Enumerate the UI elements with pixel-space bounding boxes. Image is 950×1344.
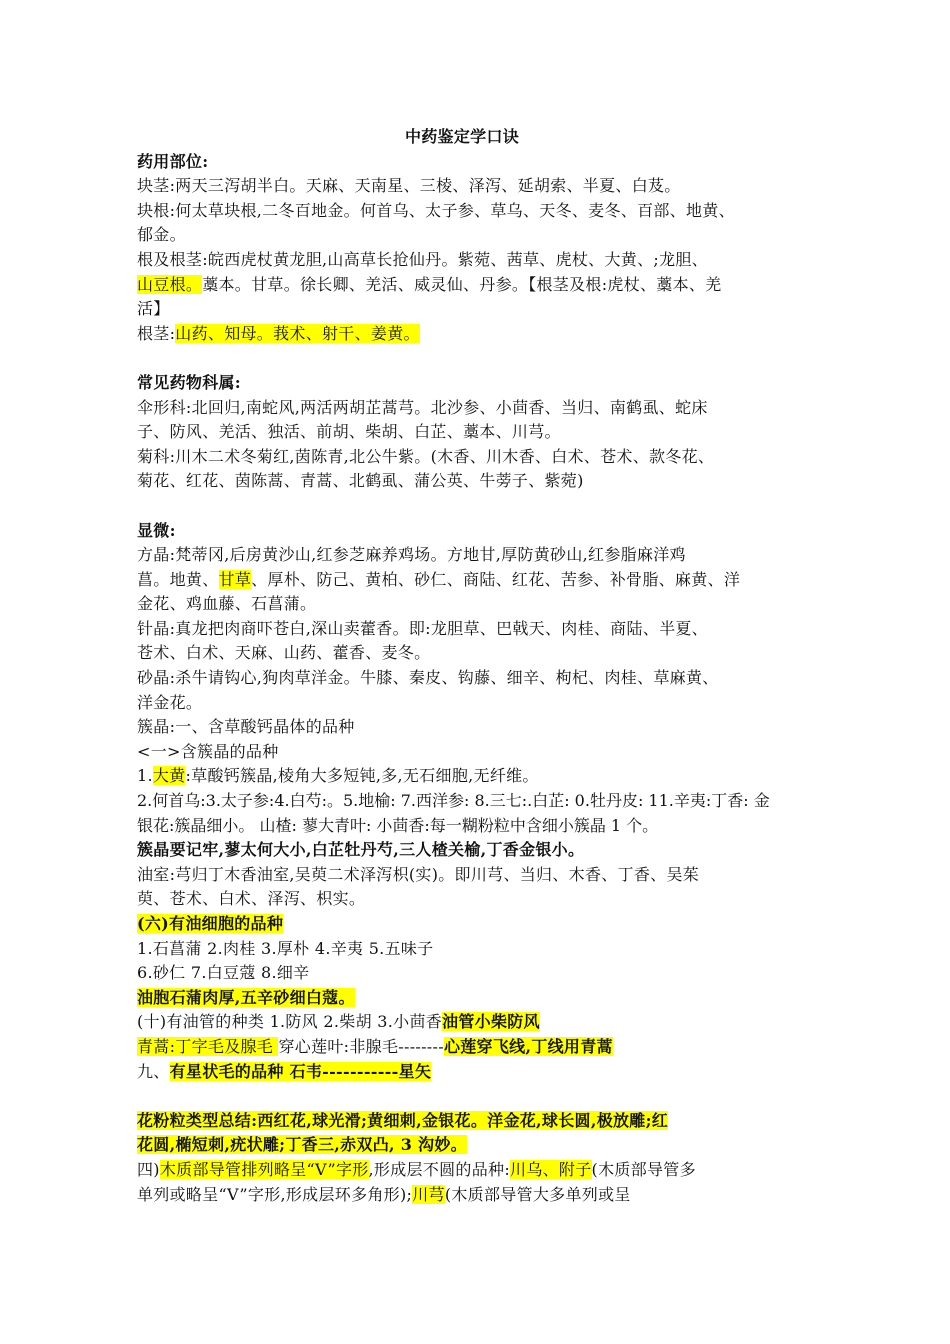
text-line: 苍术、白术、天麻、山药、藿香、麦冬。 [137, 643, 431, 663]
text-line: 银花:簇晶细小。 山楂: 蓼大青叶: 小茴香:每一糊粉粒中含细小簇晶 1 个。 [137, 815, 659, 835]
text-line: 洋金花。 [137, 692, 203, 712]
highlight: 青蒿:丁字毛及腺毛 [137, 1036, 279, 1056]
highlight: 山豆根。 [137, 274, 203, 294]
text-line: 6.砂仁 7.白豆蔻 8.细辛 [137, 963, 310, 983]
spacer [137, 1084, 787, 1109]
text-span: (木质部导管多 [591, 1159, 696, 1179]
text-line: 菊花、红花、茵陈蒿、青蒿、北鹤虱、蒲公英、牛蒡子、紫菀) [137, 471, 584, 491]
highlight: 山药、知母。莪术、射干、姜黄。 [175, 323, 420, 343]
text-span: :草酸钙簇晶,棱角大多短钝,多,无石细胞,无纤维。 [185, 766, 539, 786]
text-span: 、厚朴、防己、黄柏、砂仁、商陆、红花、苦参、补骨脂、麻黄、洋 [251, 569, 741, 589]
highlight: 甘草 [218, 569, 252, 589]
text-line: 方晶:梵蒂冈,后房黄沙山,红参芝麻养鸡场。方地甘,厚防黄砂山,红参脂麻洋鸡 [137, 545, 686, 565]
highlight: 油胞石蒲肉厚,五辛砂细白蔻。 [137, 987, 355, 1007]
highlight: 有星状毛的品种 石韦-----------星矢 [169, 1061, 432, 1081]
text-line [137, 1133, 787, 1158]
text-line: <一>含簇晶的品种 [137, 741, 279, 761]
document-page [137, 125, 787, 1207]
text-line: 砂晶:杀牛请钩心,狗肉草洋金。牛膝、秦皮、钩藤、细辛、枸杞、肉桂、草麻黄、 [137, 668, 719, 688]
text-span: (十)有油管的种类 1.防风 2.柴胡 3.小茴香 [137, 1012, 443, 1032]
document-title: 中药鉴定学口诀 [404, 127, 520, 146]
spacer [137, 494, 787, 519]
text-span: 穿心莲叶:非腺毛-------- [278, 1036, 444, 1056]
text-line [137, 1158, 787, 1183]
section-heading-microscopy: 显微: [137, 520, 176, 540]
text-line: 菊科:川木二术冬菊红,茵陈青,北公牛紫。(木香、川木香、白术、苍术、款冬花、 [137, 446, 715, 466]
text-span: 单列或略呈“V”字形,形成层环多角形); [137, 1184, 413, 1204]
text-line [137, 1109, 787, 1134]
text-line [137, 322, 787, 347]
text-span: 根茎: [137, 323, 176, 343]
mnemonic-line: 簇晶要记牢,蓼太何大小,白芷牡丹芍,三人楂关榆,丁香金银小。 [137, 840, 585, 860]
highlight: (六)有油细胞的品种 [137, 914, 284, 933]
text-line: 萸、苍术、白术、泽泻、枳实。 [137, 889, 366, 909]
text-line: 块茎:两天三泻胡半白。天麻、天南星、三棱、泽泻、延胡索、半夏、白芨。 [137, 176, 681, 196]
highlight: 油管小柴防风 [442, 1012, 540, 1032]
text-span: 九、 [137, 1061, 170, 1081]
text-line: 伞形科:北回归,南蛇风,两活两胡芷蒿芎。北沙参、小茴香、当归、南鹤虱、蛇床 [137, 397, 708, 417]
highlight: 花粉粒类型总结:西红花,球光滑;黄细刺,金银花。洋金花,球长圆,极放雕;红 [137, 1110, 669, 1130]
text-line: 针晶:真龙把肉商吓苍白,深山卖藿香。即:龙胆草、巴戟天、肉桂、商陆、半夏、 [137, 618, 708, 638]
text-line: 2.何首乌:3.太子参:4.白芍:。5.地榆: 7.西洋参: 8.三七:.白芷: 0.牡丹皮: 11.辛夷:丁香: 金 [137, 791, 770, 811]
text-line: 1.石菖蒲 2.肉桂 3.厚朴 4.辛夷 5.五味子 [137, 938, 434, 958]
text-line [137, 986, 787, 1011]
text-line [137, 1010, 787, 1035]
text-span: 1. [137, 766, 153, 786]
highlight: 川乌、附子 [510, 1159, 592, 1179]
text-span: 四) [137, 1159, 160, 1179]
text-line: 子、防风、羌活、独活、前胡、柴胡、白芷、藁本、川芎。 [137, 422, 561, 442]
text-line: 活】 [137, 299, 170, 319]
spacer [137, 346, 787, 371]
text-line: 根及根茎:皖西虎杖黄龙胆,山高草长抢仙丹。紫菀、茜草、虎杖、大黄、;龙胆、 [137, 249, 708, 269]
text-line [137, 912, 787, 937]
text-line [137, 1035, 787, 1060]
highlight: 川芎 [412, 1184, 445, 1204]
text-line: 块根:何太草块根,二冬百地金。何首乌、太子参、草乌、天冬、麦冬、百部、地黄、 [137, 200, 735, 220]
text-line [137, 568, 787, 593]
text-line [137, 1183, 787, 1208]
section-heading-parts: 药用部位: [137, 151, 209, 171]
highlight: 心莲穿飞线,丁线用青蒿 [443, 1036, 613, 1056]
text-line [137, 764, 787, 789]
text-line [137, 1060, 787, 1085]
text-span: (木质部导管大多单列或呈 [444, 1184, 631, 1204]
highlight: 大黄 [152, 766, 186, 786]
text-line: 油室:芎归丁木香油室,吴萸二术泽泻枳(实)。即川芎、当归、木香、丁香、吴茱 [137, 864, 700, 884]
text-span: 菖。地黄、 [137, 569, 219, 589]
text-line: 金花、鸡血藤、石菖蒲。 [137, 594, 317, 614]
section-heading-families: 常见药物科属: [137, 372, 242, 392]
text-line: 簇晶:一、含草酸钙晶体的品种 [137, 717, 355, 737]
text-span: ,形成层不圆的品种: [368, 1159, 511, 1179]
text-line [137, 273, 787, 298]
highlight: 花圆,椭短刺,疣状雕;丁香三,赤双凸, 3 沟妙。 [137, 1135, 467, 1155]
highlight: 木质部导管排列略呈“V”字形 [159, 1159, 369, 1179]
text-line: 郁金。 [137, 225, 186, 245]
text-span: 藁本。甘草。徐长卿、羌活、威灵仙、丹参。【根茎及根:虎杖、藁本、羌 [202, 274, 722, 294]
